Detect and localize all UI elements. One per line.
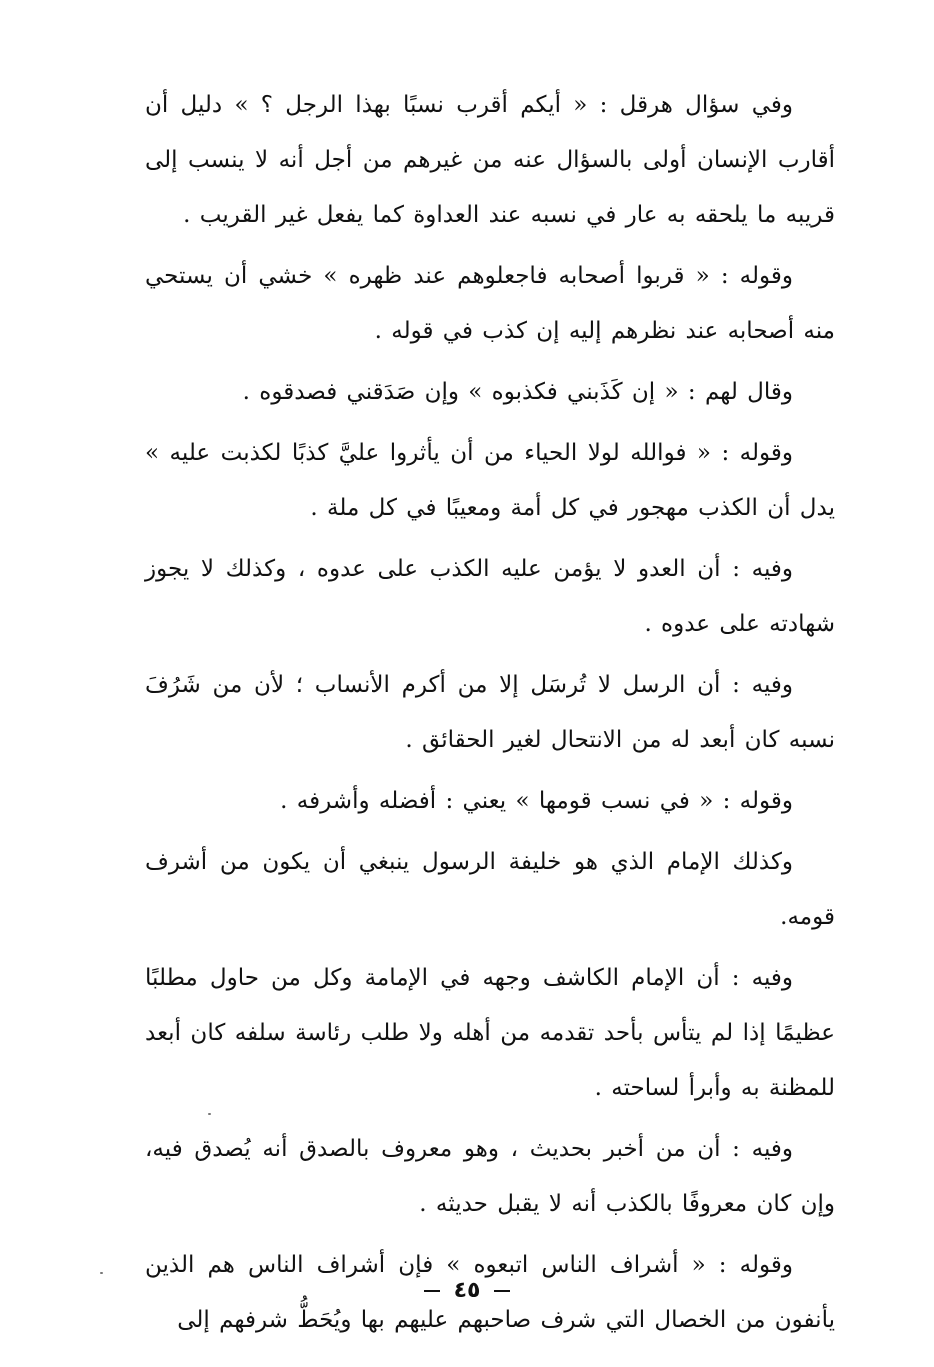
scan-speck <box>208 1113 211 1115</box>
paragraph-3: وقال لهم : « إن كَذَبني فكذبوه » وإن صَدَقني فصدقوه . <box>242 379 793 405</box>
page-number-dash-left <box>494 1290 510 1292</box>
paragraph-1: وفي سؤال هرقل : « أيكم أقرب نسبًا بهذا الرجل ؟ » دليل أن أقارب الإنسان أولى بالسؤال عنه من غيرهم من أجل أنه لا ينسب إلى قريبه ما يلحقه به عار في نسبه عند العداوة كما يفعل غير القريب . <box>145 92 835 228</box>
paragraph-5: وفيه : أن العدو لا يؤمن عليه الكذب على عدوه ، وكذلك لا يجوز شهادته على عدوه . <box>145 556 835 637</box>
paragraph-10: وفيه : أن من أخبر بحديث ، وهو معروف بالصدق أنه يُصدق فيه، وإن كان معروفًا بالكذب أنه لا يقبل حديثه . <box>145 1136 835 1217</box>
paragraph-8: وكذلك الإمام الذي هو خليفة الرسول ينبغي أن يكون من أشرف قومه. <box>145 849 835 930</box>
page-number-dash-right <box>424 1290 440 1292</box>
body-text <box>145 78 835 1354</box>
page-number-value: ٤٥ <box>453 1278 481 1303</box>
scan-speck <box>100 1272 103 1274</box>
paragraph-7: وقوله : « في نسب قومها » يعني : أفضله وأشرفه . <box>280 788 793 814</box>
paragraph-4: وقوله : « فوالله لولا الحياء من أن يأثروا عليَّ كذبًا لكذبت عليه » يدل أن الكذب مهجور في كل أمة ومعيبًا في كل ملة . <box>145 440 835 521</box>
paragraph-2: وقوله : « قربوا أصحابه فاجعلوهم عند ظهره » خشي أن يستحي منه أصحابه عند نظرهم إليه إن كذب في قوله . <box>145 263 835 344</box>
paragraph-9: وفيه : أن الإمام الكاشف وجهه في الإمامة وكل من حاول مطلبًا عظيمًا إذا لم يتأس بأحد تقدمه من أهله ولا طلب رئاسة سلفه كان أبعد للمظنة به وأبرأ لساحته . <box>145 965 835 1101</box>
paragraph-11: وقوله : « أشراف الناس اتبعوه » فإن أشراف الناس هم الذين يأنفون من الخصال التي شرف صاحبهم عليهم بها ويُحَطُّ شرفهم إلى <box>145 1252 835 1333</box>
paragraph-6: وفيه : أن الرسل لا تُرسَل إلا من أكرم الأنساب ؛ لأن من شَرُفَ نسبه كان أبعد له من الانتحال لغير الحقائق . <box>145 672 835 753</box>
page-number <box>0 1278 934 1303</box>
